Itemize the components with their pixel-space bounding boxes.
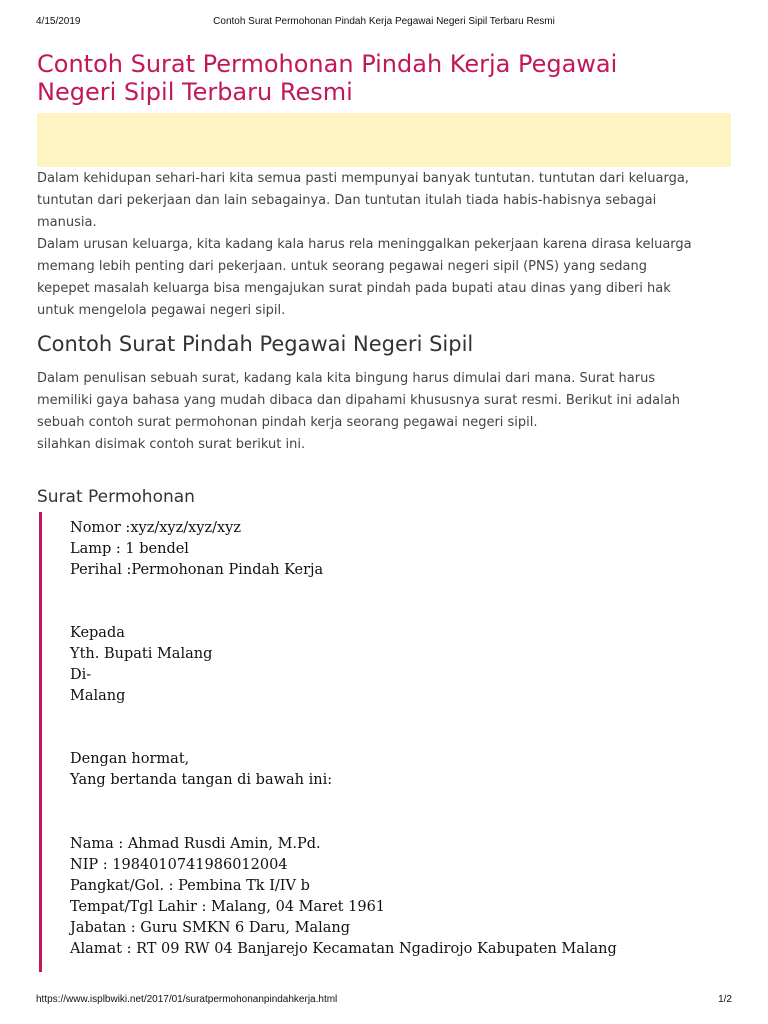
print-date: 4/15/2019 (36, 16, 81, 27)
intro-paragraph (37, 168, 737, 322)
intro-line: tuntutan dari pekerjaan dan lain sebagainya. Dan tuntutan itulah tiada habis-habisnya sebagai (37, 193, 657, 208)
intro-line: Dalam urusan keluarga, kita kadang kala harus rela meninggalkan pekerjaan karena dirasa keluarga (37, 237, 692, 252)
article-title-line-1: Contoh Surat Permohonan Pindah Kerja Pegawai (37, 50, 618, 78)
letter-blockquote (39, 512, 722, 972)
section-line: memiliki gaya bahasa yang mudah dibaca dan dipahami khususnya surat resmi. Berikut ini adalah (37, 393, 680, 408)
print-document-title: Contoh Surat Permohonan Pindah Kerja Pegawai Negeri Sipil Terbaru Resmi (213, 16, 555, 27)
source-url: https://www.isplbwiki.net/2017/01/suratpermohonanpindahkerja.html (36, 994, 338, 1005)
page-number: 1/2 (718, 994, 732, 1005)
letter-perihal: Perihal :Permohonan Pindah Kerja (70, 562, 324, 578)
letter-di: Di- (70, 667, 92, 683)
letter-greeting: Dengan hormat, (70, 751, 190, 767)
section-paragraph (37, 368, 737, 456)
letter-pangkat: Pangkat/Gol. : Pembina Tk I/IV b (70, 878, 310, 894)
intro-line: memang lebih penting dari pekerjaan. untuk seorang pegawai negeri sipil (PNS) yang sedang (37, 259, 647, 274)
article-title-line-2: Negeri Sipil Terbaru Resmi (37, 78, 353, 106)
letter-lamp: Lamp : 1 bendel (70, 541, 189, 557)
letter-city: Malang (70, 688, 126, 704)
advertisement-placeholder (37, 113, 731, 167)
section-line: Dalam penulisan sebuah surat, kadang kala kita bingung harus dimulai dari mana. Surat harus (37, 371, 656, 386)
intro-line: manusia. (37, 215, 97, 230)
letter-nama: Nama : Ahmad Rusdi Amin, M.Pd. (70, 836, 321, 852)
letter-recipient: Yth. Bupati Malang (70, 646, 213, 662)
print-header (36, 16, 732, 30)
intro-line: untuk mengelola pegawai negeri sipil. (37, 303, 286, 318)
letter-ttl: Tempat/Tgl Lahir : Malang, 04 Maret 1961 (70, 899, 386, 915)
letter-opening: Yang bertanda tangan di bawah ini: (70, 772, 333, 788)
letter-nip: NIP : 198401074198601200​4 (70, 857, 288, 873)
section-heading: Contoh Surat Pindah Pegawai Negeri Sipil (37, 332, 474, 356)
intro-line: kepepet masalah keluarga bisa mengajukan surat pindah pada bupati atau dinas yang diberi hak (37, 281, 671, 296)
section-line: sebuah contoh surat permohonan pindah kerja seorang pegawai negeri sipil. (37, 415, 538, 430)
intro-line: Dalam kehidupan sehari-hari kita semua pasti mempunyai banyak tuntutan. tuntutan dari keluarga, (37, 171, 689, 186)
article-title (37, 50, 737, 106)
letter-jabatan: Jabatan : Guru SMKN 6 Daru, Malang (70, 920, 350, 936)
section-line: silahkan disimak contoh surat berikut ini. (37, 437, 306, 452)
letter-alamat: Alamat : RT 09 RW 04 Banjarejo Kecamatan Ngadirojo Kabupaten Malang (70, 941, 617, 957)
letter-nomor: Nomor :xyz/xyz/xyz/xyz (70, 520, 242, 536)
letter-kepada: Kepada (70, 625, 125, 641)
letter-heading: Surat Permohonan (37, 487, 195, 507)
print-footer (36, 994, 732, 1008)
